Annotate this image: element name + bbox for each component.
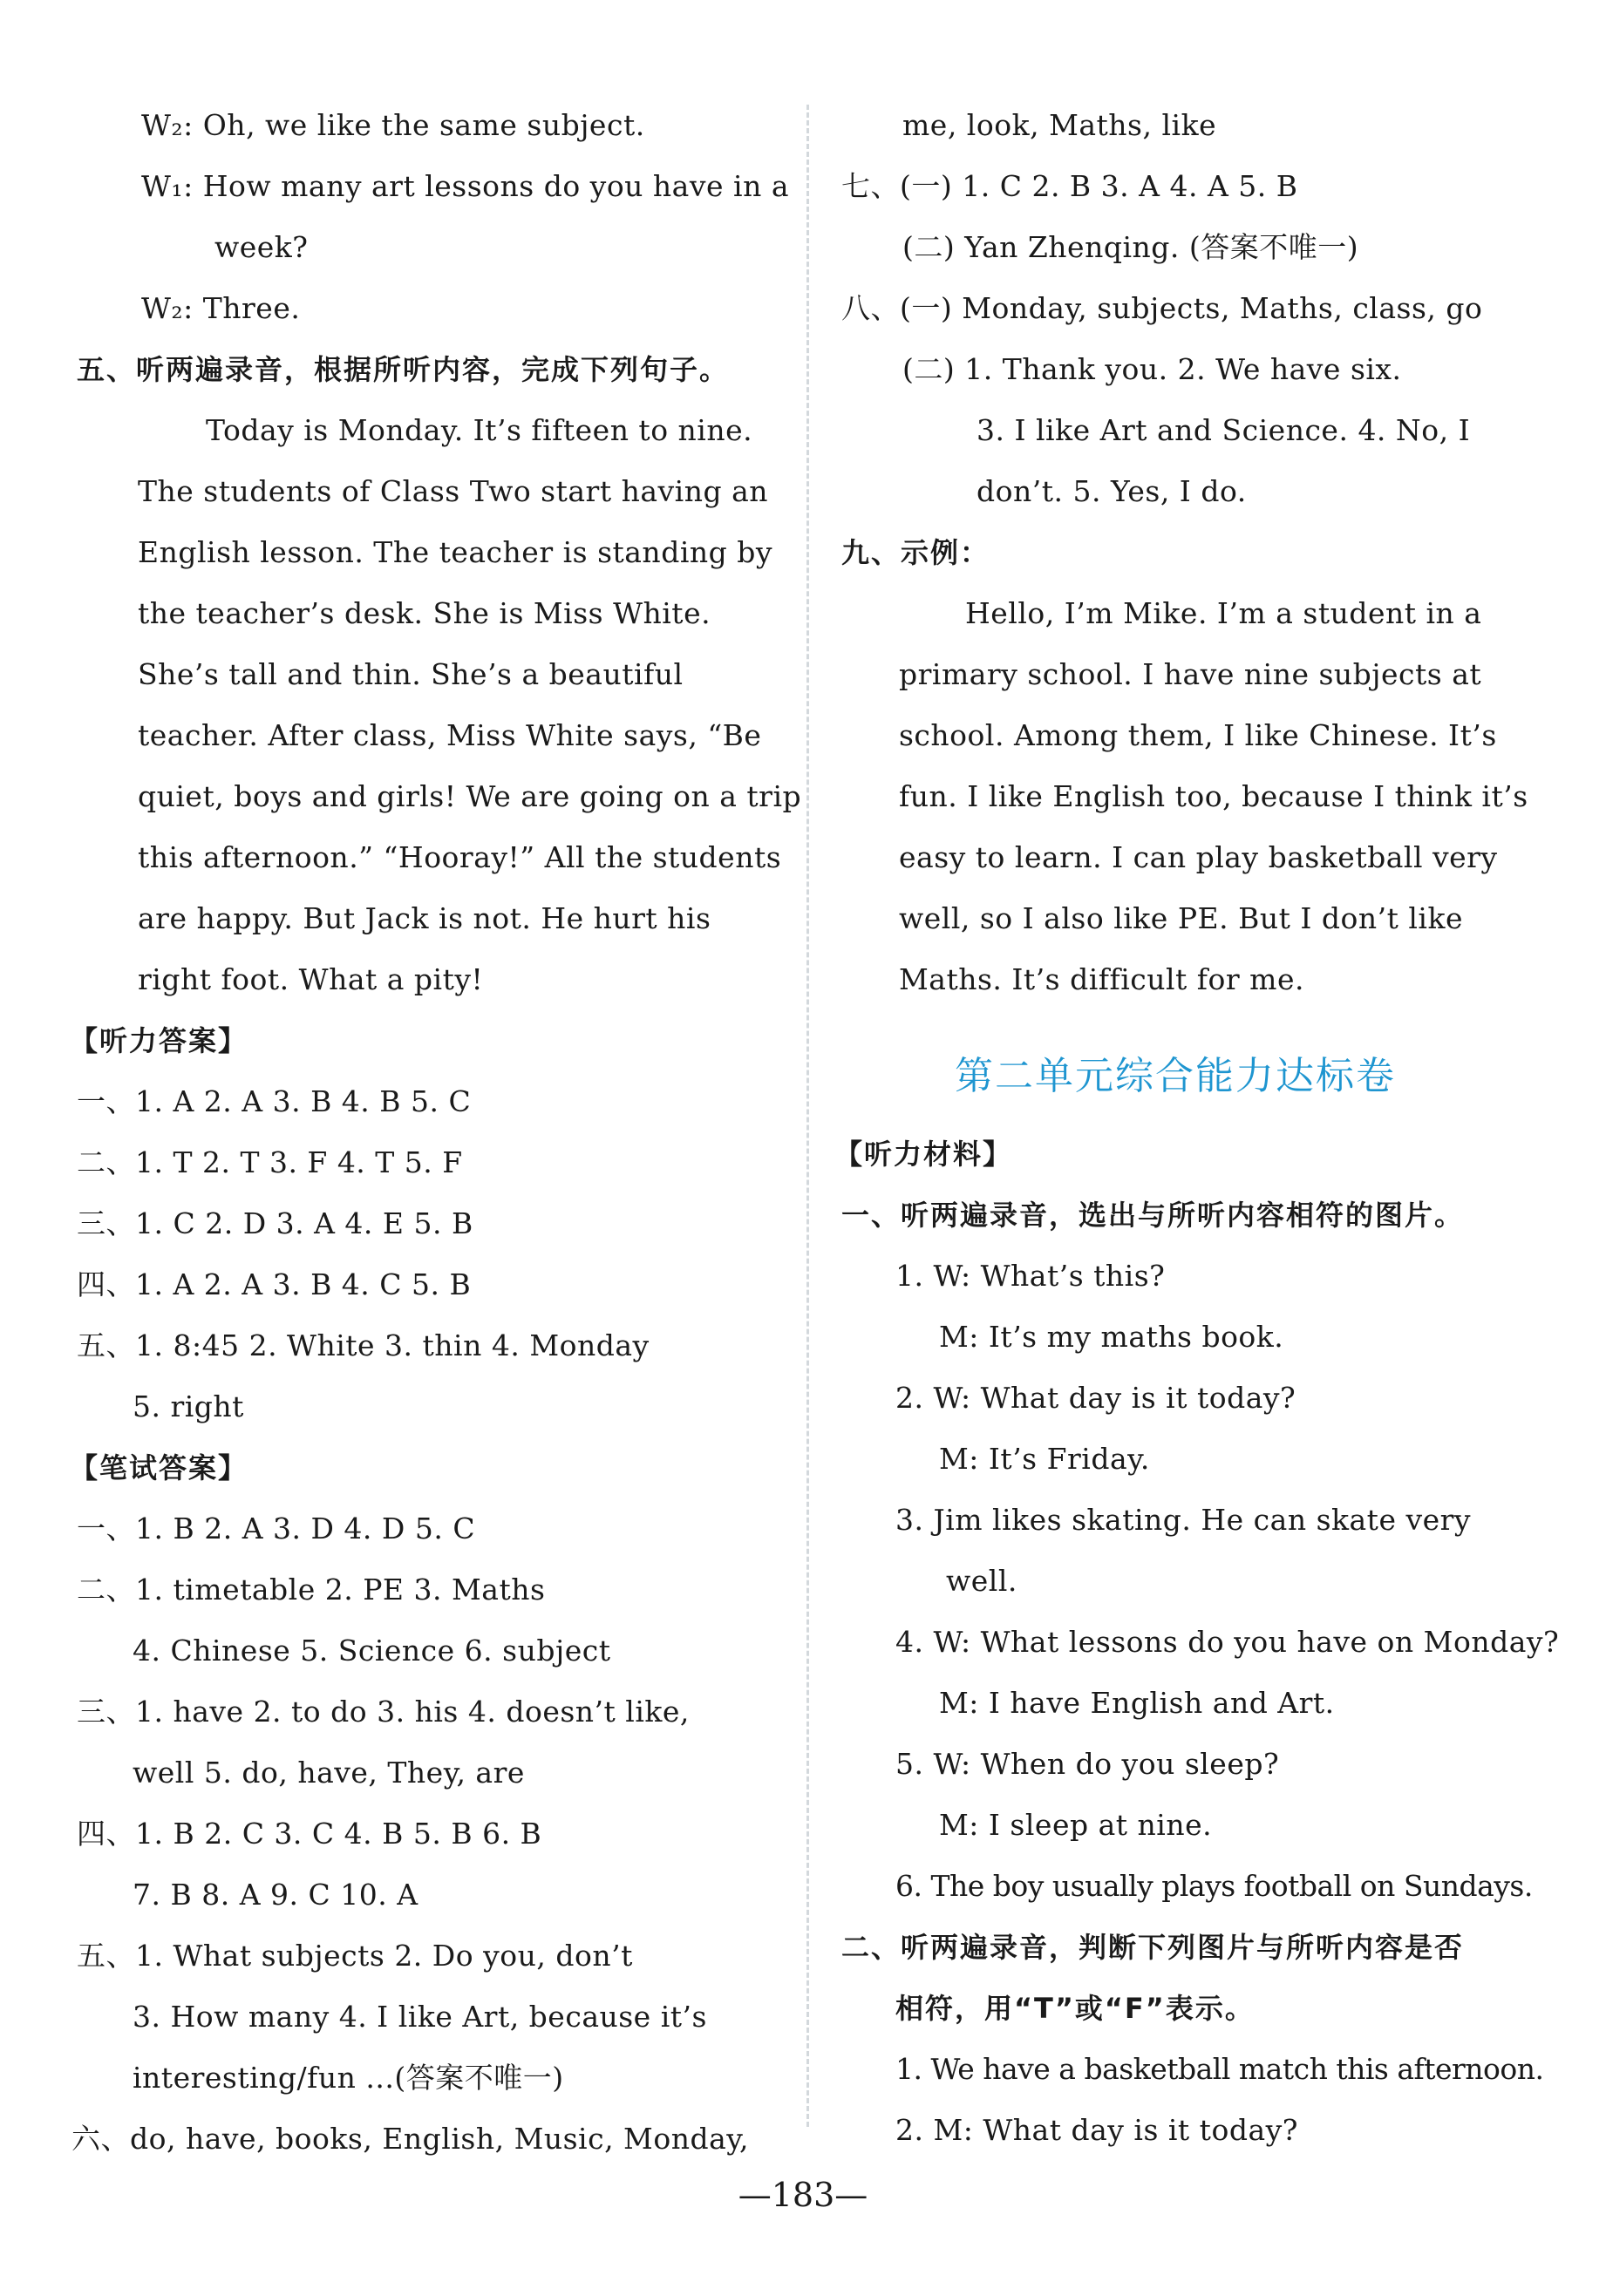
script-line: 2. W: What day is it today? [895,1381,1296,1415]
answer-line: 3. I like Art and Science. 4. No, I [977,413,1471,447]
passage-line: quiet, boys and girls! We are going on a trip [138,779,802,813]
answer-line: 一、1. B 2. A 3. D 4. D 5. C [77,1511,476,1545]
answer-line: 7. B 8. A 9. C 10. A [133,1878,419,1912]
script-line: 1. W: What’s this? [895,1259,1166,1293]
script-line: M: It’s Friday. [939,1442,1150,1476]
passage-line: She’s tall and thin. She’s a beautiful [138,657,684,691]
unit-title: 第二单元综合能力达标卷 [955,1054,1396,1098]
column-divider [806,105,809,2127]
essay-line: primary school. I have nine subjects at [899,657,1482,691]
answer-line: well 5. do, have, They, are [133,1756,525,1790]
script-line: 6. The boy usually plays football on Sundays. [895,1869,1533,1903]
script-line: 3. Jim likes skating. He can skate very [895,1503,1472,1537]
answer-line: 八、(一) Monday, subjects, Maths, class, go [841,291,1483,325]
answer-line: 五、1. What subjects 2. Do you, don’t [77,1939,633,1973]
passage-line: this afternoon.” “Hooray!” All the students [138,840,782,874]
answer-line: (二) 1. Thank you. 2. We have six. [902,352,1402,386]
answer-line: 4. Chinese 5. Science 6. subject [133,1634,611,1668]
answer-line: 四、1. B 2. C 3. C 4. B 5. B 6. B [77,1817,542,1851]
answer-line: don’t. 5. Yes, I do. [977,474,1247,508]
script-line: M: I sleep at nine. [939,1808,1213,1842]
answer-line: 一、1. A 2. A 3. B 4. B 5. C [77,1084,472,1118]
essay-line: easy to learn. I can play basketball very [899,840,1498,874]
answer-line: 三、1. have 2. to do 3. his 4. doesn’t like, [77,1695,690,1729]
dialogue-line: week? [214,230,309,264]
question-1-heading: 一、听两遍录音，选出与所听内容相符的图片。 [841,1199,1465,1232]
answer-line: interesting/fun ...(答案不唯一) [133,2061,564,2095]
question-2-heading: 相符，用“T”或“F”表示。 [895,1992,1255,2025]
answer-line: 四、1. A 2. A 3. B 4. C 5. B [77,1267,472,1301]
page-number: —183— [738,2176,868,2214]
essay-line: Maths. It’s difficult for me. [899,962,1304,996]
answer-line: 七、(一) 1. C 2. B 3. A 4. A 5. B [841,169,1298,203]
essay-line: school. Among them, I like Chinese. It’s [899,718,1497,752]
question-2-heading: 二、听两遍录音，判断下列图片与所听内容是否 [841,1931,1465,1964]
listening-answers-heading: 【听力答案】 [70,1024,248,1057]
script-line: M: I have English and Art. [939,1686,1335,1720]
script-line: 4. W: What lessons do you have on Monday? [895,1625,1560,1659]
passage-line: The students of Class Two start having an [138,474,768,508]
written-answers-heading: 【笔试答案】 [70,1451,248,1484]
section-5-heading: 五、听两遍录音，根据所听内容，完成下列句子。 [77,353,730,386]
passage-line: right foot. What a pity! [138,962,484,996]
answer-line: 五、1. 8:45 2. White 3. thin 4. Monday [77,1328,650,1362]
passage-line: teacher. After class, Miss White says, “Be [138,718,762,752]
essay-line: fun. I like English too, because I think it’s [899,779,1528,813]
script-line: 1. We have a basketball match this afternoon. [895,2052,1544,2086]
passage-line: are happy. But Jack is not. He hurt his [138,901,711,935]
essay-line: Hello, I’m Mike. I’m a student in a [965,596,1482,630]
answer-line: 3. How many 4. I like Art, because it’s [133,2000,707,2034]
essay-line: well, so I also like PE. But I don’t like [899,901,1464,935]
answer-line: 二、1. T 2. T 3. F 4. T 5. F [77,1145,463,1179]
passage-line: English lesson. The teacher is standing by [138,535,773,569]
passage-line: the teacher’s desk. She is Miss White. [138,596,711,630]
script-line: well. [946,1564,1017,1598]
dialogue-line: W₂: Oh, we like the same subject. [141,108,645,142]
answer-line: 三、1. C 2. D 3. A 4. E 5. B [77,1206,473,1240]
answer-line: 六、do, have, books, English, Music, Monday, [71,2122,750,2156]
script-line: 5. W: When do you sleep? [895,1747,1280,1781]
script-line: M: It’s my maths book. [939,1320,1284,1354]
dialogue-line: W₂: Three. [141,291,301,325]
answer-line: 5. right [133,1389,244,1423]
materials-heading: 【听力材料】 [834,1138,1013,1171]
answer-line: 二、1. timetable 2. PE 3. Maths [77,1573,546,1607]
passage-line: Today is Monday. It’s fifteen to nine. [206,413,753,447]
section-9-heading: 九、示例： [841,536,990,569]
continued-line: me, look, Maths, like [902,108,1217,142]
answer-line: (二) Yan Zhenqing. (答案不唯一) [902,230,1359,264]
dialogue-line: W₁: How many art lessons do you have in a [141,169,789,203]
script-line: 2. M: What day is it today? [895,2113,1298,2147]
